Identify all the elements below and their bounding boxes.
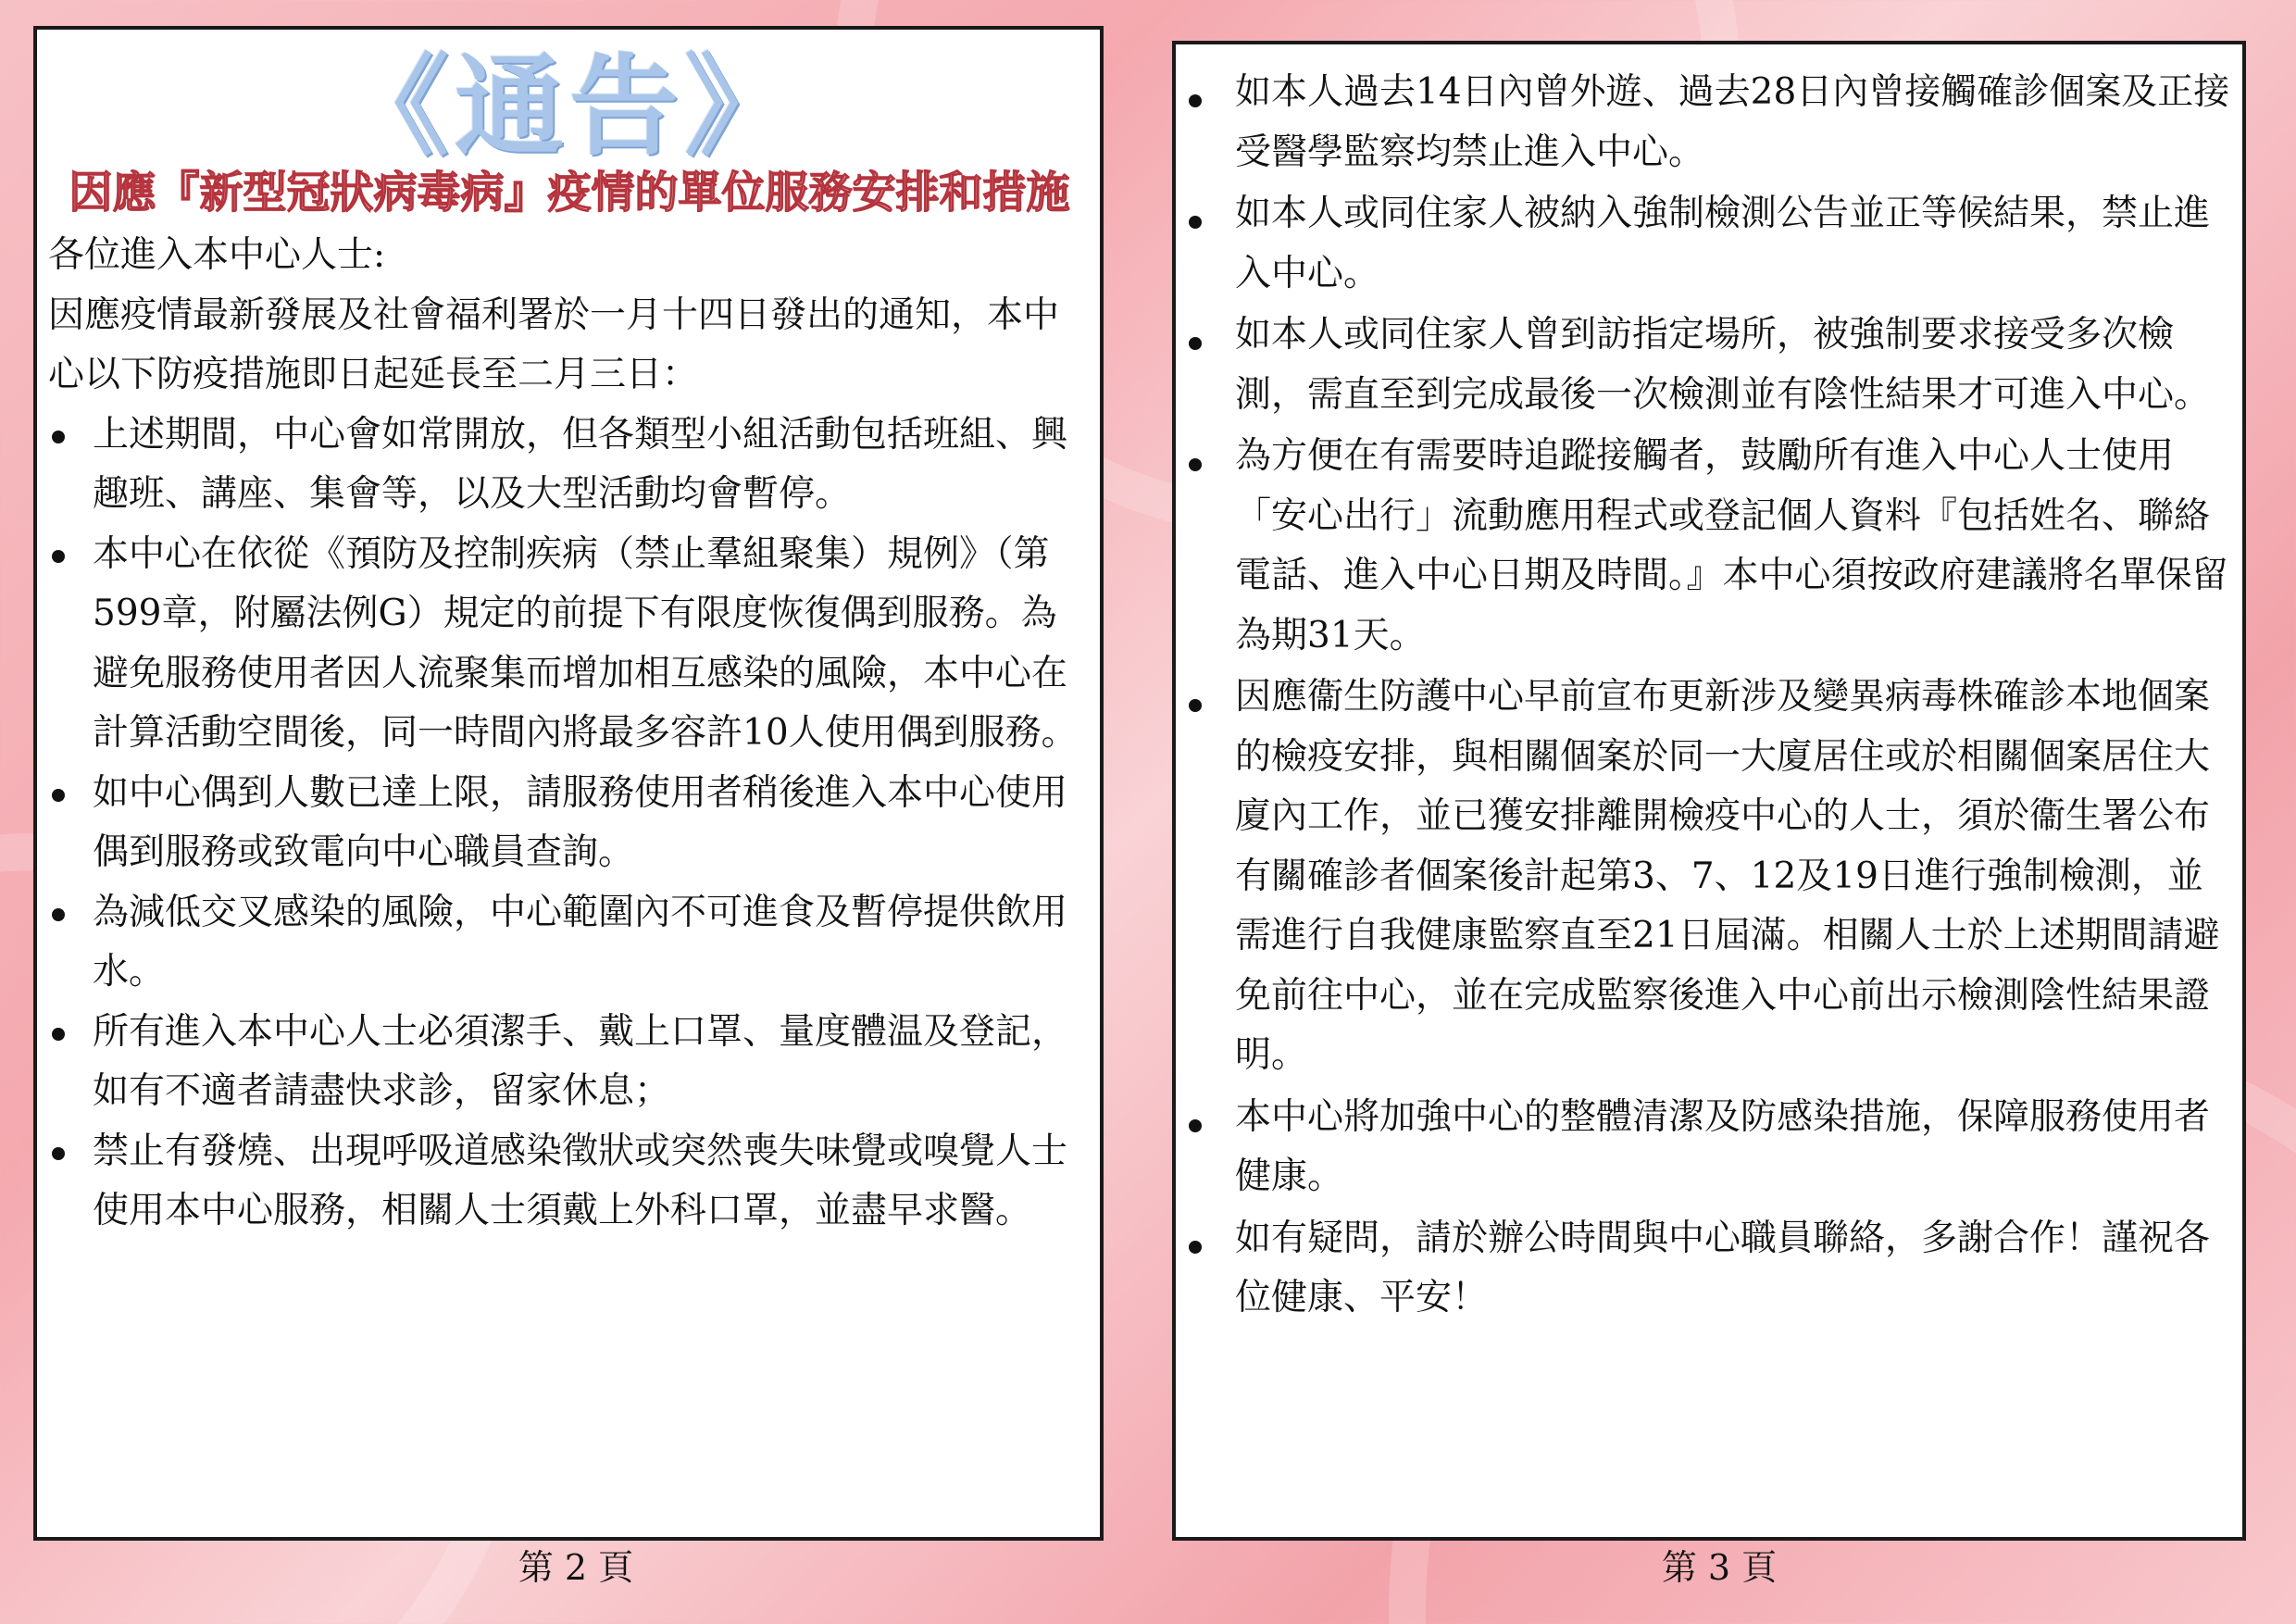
list-item: 如有疑問，請於辦公時間與中心職員聯絡，多謝合作！謹祝各位健康、平安！	[1189, 1209, 2233, 1330]
list-item: 為方便在有需要時追蹤接觸者，鼓勵所有進入中心人士使用「安心出行」流動應用程式或登記個人資料『包括姓名、聯絡電話、進入中心日期及時間。』本中心須按政府建議將名單保留為期31天。	[1189, 427, 2233, 668]
notice-subtitle: 因應『新型冠狀病毒病』疫情的單位服務安排和措施	[69, 168, 1070, 219]
right-page-panel	[1172, 41, 2246, 1541]
right-bullet-list	[1189, 63, 2233, 1330]
list-item: 如中心偶到人數已達上限，請服務使用者稍後進入本中心使用偶到服務或致電向中心職員查詢。	[48, 764, 1091, 883]
left-bullet-list	[48, 406, 1091, 1242]
list-item: 如本人過去14日內曾外遊、過去28日內曾接觸確診個案及正接受醫學監察均禁止進入中心。	[1189, 63, 2233, 184]
list-item: 為減低交叉感染的風險，中心範圍內不可進食及暫停提供飲用水。	[48, 883, 1091, 1003]
page-number-right: 第 3 頁	[1661, 1547, 1778, 1588]
greeting: 各位進入本中心人士:	[48, 234, 386, 276]
notice-title: 《通告》	[339, 42, 799, 170]
list-item: 上述期間，中心會如常開放，但各類型小組活動包括班組、興趣班、講座、集會等，以及大型活動均會暫停。	[48, 406, 1091, 525]
list-item: 本中心在依從《預防及控制疾病（禁止羣組聚集）規例》（第599章，附屬法例G）規定的前提下有限度恢復偶到服務。為避免服務使用者因人流聚集而增加相互感染的風險，本中心在計算活動空間後，同一時間內將最多容許10人使用偶到服務。	[48, 525, 1091, 764]
list-item: 如本人或同住家人被納入強制檢測公告並正等候結果，禁止進入中心。	[1189, 184, 2233, 306]
list-item: 如本人或同住家人曾到訪指定場所，被強制要求接受多次檢測，需直至到完成最後一次檢測並有陰性結果才可進入中心。	[1189, 306, 2233, 427]
page-number-left: 第 2 頁	[518, 1547, 634, 1588]
list-item: 本中心將加強中心的整體清潔及防感染措施，保障服務使用者健康。	[1189, 1088, 2233, 1209]
list-item: 因應衞生防護中心早前宣布更新涉及變異病毒株確診本地個案的檢疫安排，與相關個案於同一大廈居住或於相關個案居住大廈內工作，並已獲安排離開檢疫中心的人士，須於衞生署公布有關確診者個案後計起第3、7、12及19日進行強制檢測，並需進行自我健康監察直至21日屆滿。相關人士於上述期間請避免前往中心，並在完成監察後進入中心前出示檢測陰性結果證明。	[1189, 668, 2233, 1088]
intro-paragraph: 因應疫情最新發展及社會福利署於一月十四日發出的通知，本中心以下防疫措施即日起延長至二月三日：	[48, 294, 1060, 395]
left-page-panel	[33, 26, 1104, 1541]
list-item: 所有進入本中心人士必須潔手、戴上口罩、量度體温及登記，如有不適者請盡快求診，留家休息；	[48, 1003, 1091, 1122]
list-item: 禁止有發燒、出現呼吸道感染徵狀或突然喪失味覺或嗅覺人士使用本中心服務，相關人士須戴上外科口罩，並盡早求醫。	[48, 1122, 1091, 1242]
